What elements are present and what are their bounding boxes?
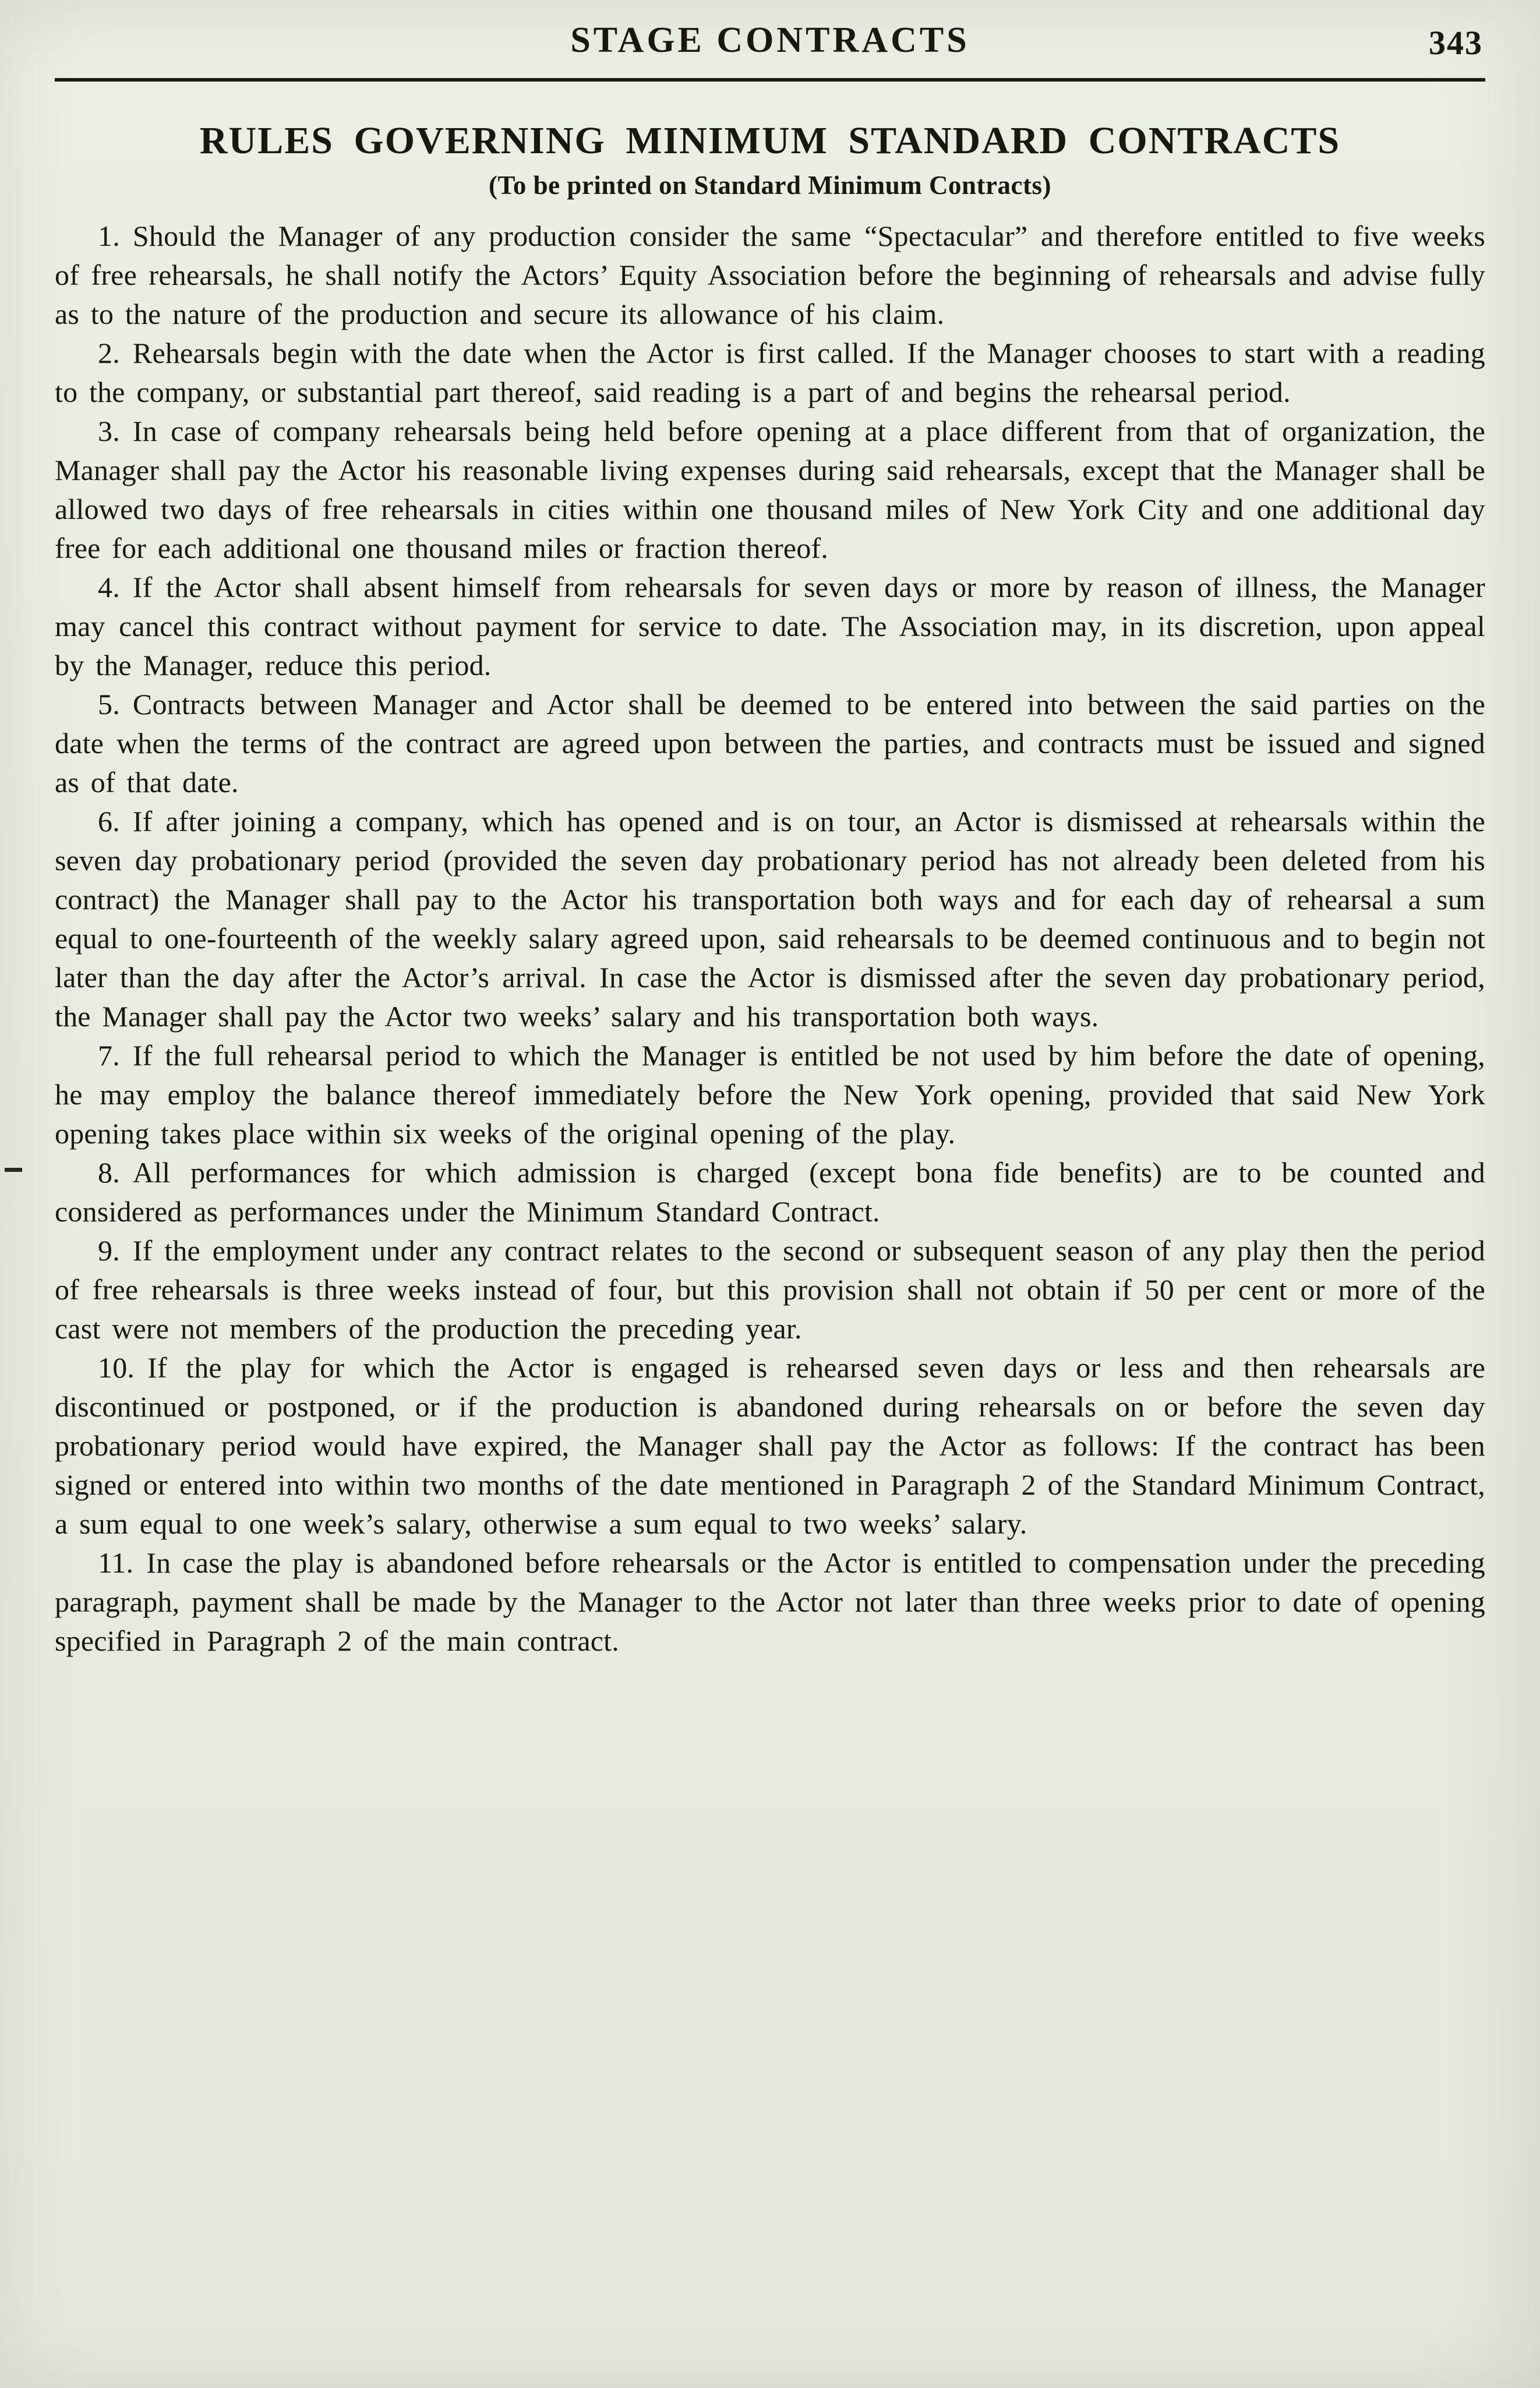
paragraph-text: If the Actor shall absent himself from rehearsals for seven days or more by reason of illness, the Manager may cancel this contract without payment for service to date. The Association may, in its discretion, upon appeal by the Manager, reduce this period. — [55, 571, 1485, 681]
rule-paragraph-6 — [55, 802, 1485, 1036]
paragraph-number: 8. — [98, 1156, 120, 1189]
section-title: RULES GOVERNING MINIMUM STANDARD CONTRACTS — [199, 119, 1341, 162]
paragraph-number: 11. — [98, 1546, 134, 1579]
paragraph-number: 3. — [98, 415, 120, 447]
paragraph-text: In case of company rehearsals being held before opening at a place different from that of organization, the Manager shall pay the Actor his reasonable living expenses during said rehearsals, except that the Manager shall be allowed two days of free rehearsals in cities within one thousand miles of New York City and one additional day free for each additional one thousand miles or fraction thereof. — [55, 415, 1485, 564]
paragraph-text: In case the play is abandoned before rehearsals or the Actor is entitled to compensation under the preceding paragraph, payment shall be made by the Manager to the Actor not later than three weeks prior to date of opening specified in Paragraph 2 of the main contract. — [55, 1546, 1485, 1657]
running-title: STAGE CONTRACTS — [570, 20, 970, 60]
paragraph-text: If after joining a company, which has opened and is on tour, an Actor is dismissed at rehearsals within the seven day probationary period (provided the seven day probationary period has not already been deleted from his contract) the Manager shall pay to the Actor his transportation both ways and for each day of rehearsal a sum equal to one-fourteenth of the weekly salary agreed upon, said rehearsals to be deemed continuous and to begin not later than the day after the Actor’s arrival. In case the Actor is dismissed after the seven day probationary period, the Manager shall pay the Actor two weeks’ salary and his transportation both ways. — [55, 805, 1485, 1033]
paragraph-number: 6. — [98, 805, 120, 838]
margin-mark — [5, 1168, 22, 1172]
paragraph-number: 7. — [98, 1039, 120, 1072]
rule-paragraph-8 — [55, 1153, 1485, 1231]
paragraph-number: 4. — [98, 571, 120, 603]
paragraph-text: If the employment under any contract relates to the second or subsequent season of any play then the period of free rehearsals is three weeks instead of four, but this provision shall not obtain if 50 per cent or more of the cast were not members of the production the preceding year. — [55, 1234, 1485, 1345]
contract-rules — [55, 217, 1485, 1661]
rule-paragraph-5 — [55, 685, 1485, 802]
paragraph-number: 10. — [98, 1351, 135, 1384]
paragraph-number: 5. — [98, 688, 120, 720]
page-number: 343 — [1429, 24, 1483, 62]
rule-paragraph-1 — [55, 217, 1485, 334]
rule-paragraph-2 — [55, 334, 1485, 412]
paragraph-text: All performances for which admission is charged (except bona fide benefits) are to be counted and considered as performances under the Minimum Standard Contract. — [55, 1156, 1485, 1228]
section-subtitle: (To be printed on Standard Minimum Contracts) — [489, 171, 1051, 200]
page-header — [55, 20, 1485, 69]
paragraph-text: Rehearsals begin with the date when the Actor is first called. If the Manager chooses to start with a reading to the company, or substantial part thereof, said reading is a part of and begins the rehearsal period. — [55, 337, 1485, 408]
rule-paragraph-10 — [55, 1348, 1485, 1543]
paragraph-text: If the full rehearsal period to which the Manager is entitled be not used by him before the date of opening, he may employ the balance thereof immediately before the New York opening, provided that said New York opening takes place within six weeks of the original opening of the play. — [55, 1039, 1485, 1150]
paragraph-number: 1. — [98, 220, 120, 252]
rule-paragraph-4 — [55, 568, 1485, 685]
paragraph-number: 2. — [98, 337, 120, 369]
rule-paragraph-7 — [55, 1036, 1485, 1153]
paragraph-text: Contracts between Manager and Actor shall be deemed to be entered into between the said parties on the date when the terms of the contract are agreed upon between the parties, and contracts must be issued and signed as of that date. — [55, 688, 1485, 799]
rule-paragraph-3 — [55, 412, 1485, 568]
paragraph-text: Should the Manager of any production consider the same “Spectacular” and therefore entitled to five weeks of free rehearsals, he shall notify the Actors’ Equity Association before the beginning of rehearsals and advise fully as to the nature of the production and secure its allowance of his claim. — [55, 220, 1485, 330]
rule-paragraph-9 — [55, 1231, 1485, 1348]
header-rule — [55, 78, 1485, 82]
rule-paragraph-11 — [55, 1543, 1485, 1661]
paragraph-number: 9. — [98, 1234, 120, 1267]
paragraph-text: If the play for which the Actor is engaged is rehearsed seven days or less and then rehearsals are discontinued or postponed, or if the production is abandoned during rehearsals on or before the seven day probationary period would have expired, the Manager shall pay the Actor as follows: If the contract has been signed or entered into within two months of the date mentioned in Paragraph 2 of the Standard Minimum Contract, a sum equal to one week’s salary, otherwise a sum equal to two weeks’ salary. — [55, 1351, 1485, 1540]
